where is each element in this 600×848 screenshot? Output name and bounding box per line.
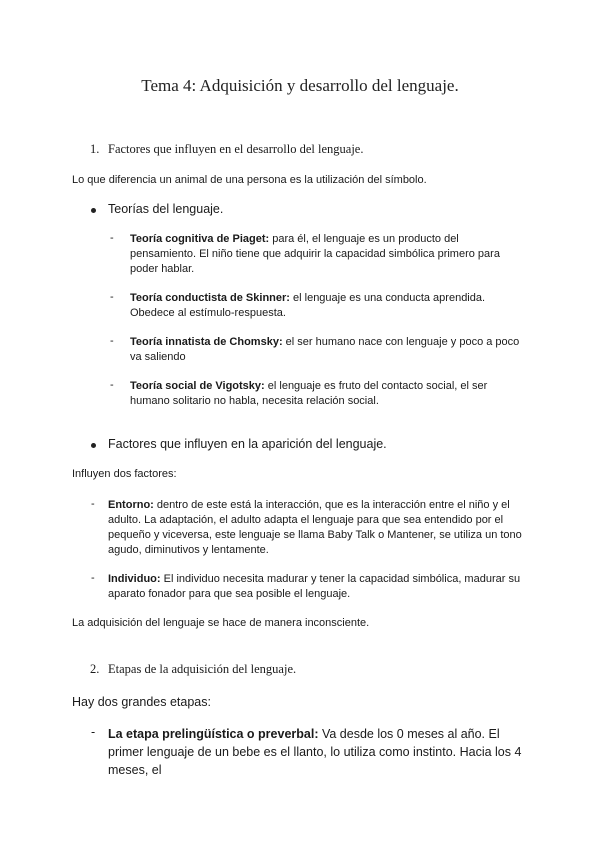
stage-prelinguistic <box>108 725 533 779</box>
theory-vigotsky <box>130 379 520 409</box>
factor-label: Individuo: <box>108 573 161 585</box>
theory-skinner <box>130 291 520 321</box>
theory-label: Teoría cognitiva de Piaget: <box>130 233 270 245</box>
theory-label: Teoría social de Vigotsky: <box>130 380 265 392</box>
section2-intro: Hay dos grandes etapas: <box>72 695 211 709</box>
dash-marker: - <box>91 725 96 739</box>
section1-heading: Factores que influyen en el desarrollo del lenguaje. <box>108 142 364 156</box>
bullet-dot <box>91 443 96 448</box>
factor-individuo <box>108 572 538 602</box>
page-title: Tema 4: Adquisición y desarrollo del lenguaje. <box>141 76 459 95</box>
theory-piaget <box>130 232 520 277</box>
bullet-dot <box>91 208 96 213</box>
section2-number: 2. <box>90 662 100 676</box>
theory-label: Teoría conductista de Skinner: <box>130 292 290 304</box>
dash-marker: - <box>110 291 114 303</box>
section1-number: 1. <box>90 142 100 156</box>
dash-marker: - <box>91 572 95 584</box>
factor-text: El individuo necesita madurar y tener la capacidad simbólica, madurar su aparato fonador para que sea posible el lenguaje. <box>108 573 521 600</box>
factors-intro: Influyen dos factores: <box>72 468 177 480</box>
theory-label: Teoría innatista de Chomsky: <box>130 336 283 348</box>
dash-marker: - <box>110 232 114 244</box>
theory-text: el lenguaje es fruto del contacto social, el ser humano solitario no habla, necesita relación social. <box>130 380 488 407</box>
bullet-factors: Factores que influyen en la aparición del lenguaje. <box>108 437 387 451</box>
dash-marker: - <box>91 498 95 510</box>
section1-intro: Lo que diferencia un animal de una persona es la utilización del símbolo. <box>72 174 427 186</box>
dash-marker: - <box>110 335 114 347</box>
section2-heading: Etapas de la adquisición del lenguaje. <box>108 662 297 676</box>
bullet-theories: Teorías del lenguaje. <box>108 202 224 216</box>
factor-entorno <box>108 498 538 558</box>
stage-label: La etapa prelingüística o preverbal: <box>108 727 319 741</box>
dash-marker: - <box>110 379 114 391</box>
section1-closing: La adquisición del lenguaje se hace de manera inconsciente. <box>72 617 370 629</box>
stage-text: Va desde los 0 meses al año. El primer lenguaje de un bebe es el llanto, lo utiliza como instinto. Hacia los 4 meses, el <box>108 727 522 777</box>
factor-label: Entorno: <box>108 499 154 511</box>
theory-chomsky <box>130 335 520 365</box>
factor-text: dentro de este está la interacción, que es la interacción entre el niño y el adulto. La adaptación, el adulto adapta el lenguaje para que sea entendido por el pequeño y viceversa, este lenguaje se llama Baby Talk o Mantener, se utiliza un tono agudo, diminutivos y lentamente. <box>108 499 522 556</box>
theory-text: el lenguaje es una conducta aprendida. Obedece al estímulo-respuesta. <box>130 292 486 319</box>
theory-text: para él, el lenguaje es un producto del pensamiento. El niño tiene que adquirir la capacidad simbólica primero para poder hablar. <box>130 233 500 275</box>
theory-text: el ser humano nace con lenguaje y poco a poco va saliendo <box>130 336 520 363</box>
